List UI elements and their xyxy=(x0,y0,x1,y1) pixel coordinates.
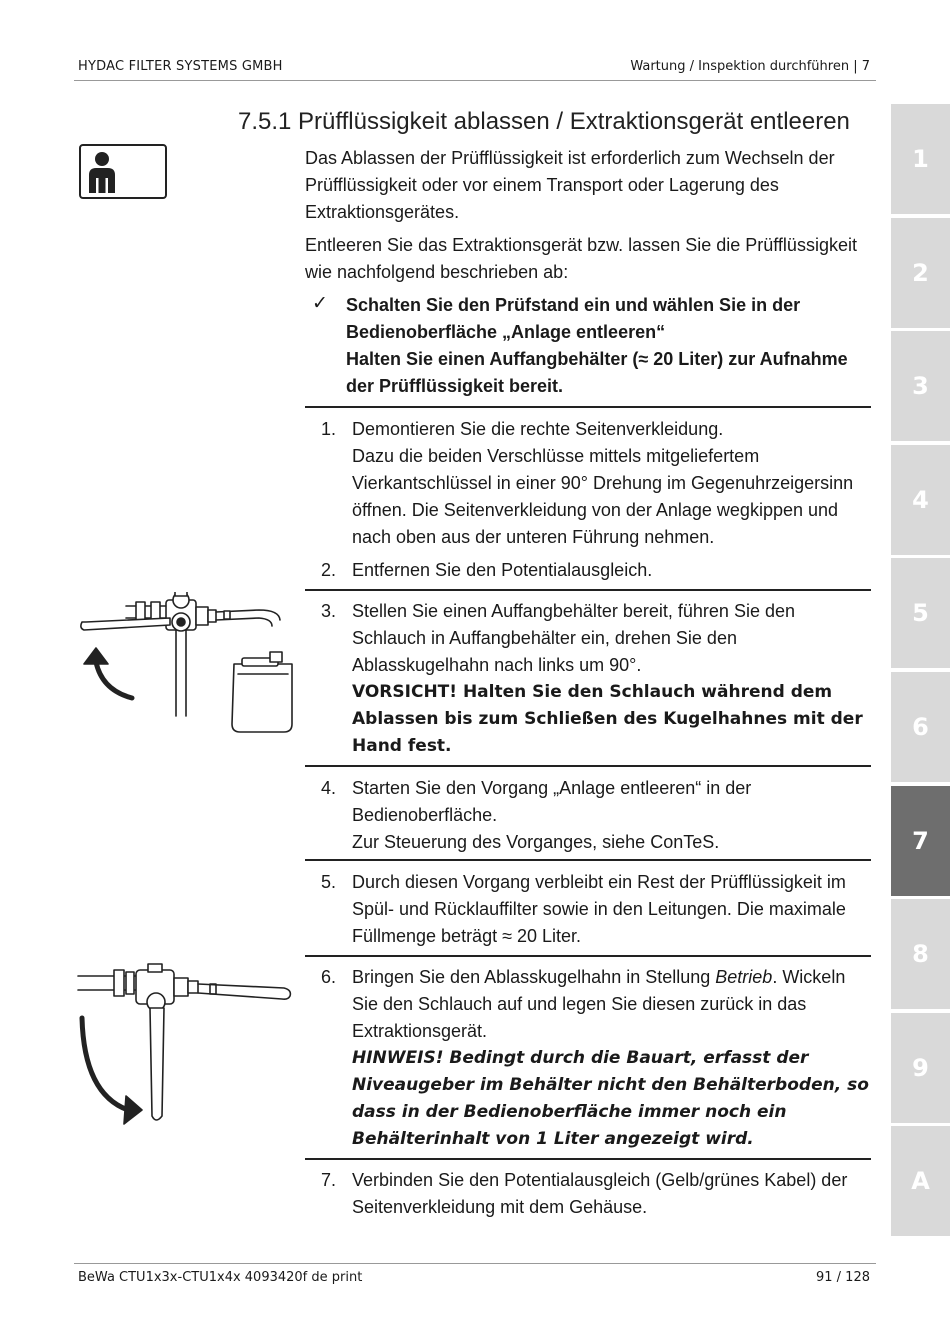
step-text-italic: Betrieb xyxy=(715,967,773,987)
step-text: Entfernen Sie den Potentialausgleich. xyxy=(352,560,653,580)
footer-divider xyxy=(74,1263,876,1264)
step-text-part: . Wickeln Sie den Schlauch auf und legen Sie diesen zurück in das Extraktionsgerät. xyxy=(352,967,846,1041)
checkmark-icon: ✓ xyxy=(312,293,328,314)
step-4 xyxy=(352,775,872,856)
footer-page-number: 91 / 128 xyxy=(816,1270,870,1285)
step-text: Stellen Sie einen Auffangbehälter bereit, führen Sie den Schlauch in Auffangbehälter ein, drehen Sie den Ablasskugelhahn nach links um 90°. xyxy=(352,601,795,675)
step-detail: Dazu die beiden Verschlüsse mittels mitgeliefertem Vierkantschlüssel in einer 90° Drehung im Gegenuhrzeigersinn öffnen. Die Seitenverkleidung von der Anlage wegkippen und nach oben aus der unteren Führung nehmen. xyxy=(352,446,854,547)
chapter-tab-3[interactable]: 3 xyxy=(891,331,950,441)
chapter-tab-a[interactable]: A xyxy=(891,1126,950,1236)
header-company: HYDAC FILTER SYSTEMS GMBH xyxy=(78,59,283,74)
chapter-tab-4[interactable]: 4 xyxy=(891,445,950,555)
step-text: Durch diesen Vorgang verbleibt ein Rest der Prüfflüssigkeit im Spül- und Rücklauffilter sowie in den Leitungen. Die maximale Füllmenge beträgt ≈ 20 Liter. xyxy=(352,872,846,946)
chapter-tab-7[interactable]: 7 xyxy=(891,786,950,896)
step-divider xyxy=(305,406,871,408)
header-chapter: Wartung / Inspektion durchführen | 7 xyxy=(630,59,870,74)
step-5 xyxy=(352,869,872,950)
step-text xyxy=(352,964,872,1045)
footer-document: BeWa CTU1x3x-CTU1x4x 4093420f de print xyxy=(78,1270,363,1285)
chapter-tab-6[interactable]: 6 xyxy=(891,672,950,782)
step-divider xyxy=(305,765,871,767)
step-divider xyxy=(305,859,871,861)
step-number: 7. xyxy=(321,1170,337,1190)
drain-valve-canister-illustration xyxy=(74,592,294,739)
intro-paragraph: Das Ablassen der Prüfflüssigkeit ist erforderlich zum Wechseln der Prüfflüssigkeit oder vor einem Transport oder Lagerung des Extraktionsgerätes. xyxy=(305,148,835,222)
step-divider xyxy=(305,589,871,591)
chapter-tab-9[interactable]: 9 xyxy=(891,1013,950,1123)
step-text-part: Bringen Sie den Ablasskugelhahn in Stellung xyxy=(352,967,716,987)
person-icon xyxy=(79,144,167,199)
step-detail: Zur Steuerung des Vorganges, siehe ConTeS. xyxy=(352,832,720,852)
chapter-tab-1[interactable]: 1 xyxy=(891,104,950,214)
section-title: 7.5.1 Prüfflüssigkeit ablassen / Extraktionsgerät entleeren xyxy=(238,108,850,135)
step-7 xyxy=(352,1167,872,1221)
intro-paragraph: Entleeren Sie das Extraktionsgerät bzw. lassen Sie die Prüfflüssigkeit wie nachfolgend beschrieben ab: xyxy=(305,235,857,282)
chapter-tab-8[interactable]: 8 xyxy=(891,899,950,1009)
prerequisite-text xyxy=(346,292,871,400)
step-text: Verbinden Sie den Potentialausgleich (Gelb/grünes Kabel) der Seitenverkleidung mit dem Gehäuse. xyxy=(352,1170,848,1217)
header-divider xyxy=(74,80,876,81)
step-3 xyxy=(352,598,872,760)
step-number: 2. xyxy=(321,560,337,580)
prerequisite-line: Schalten Sie den Prüfstand ein und wählen Sie in der Bedienoberfläche „Anlage entleeren“ xyxy=(346,295,801,342)
step-1 xyxy=(352,416,872,551)
step-number: 5. xyxy=(321,872,337,892)
chapter-tab-2[interactable]: 2 xyxy=(891,218,950,328)
step-number: 4. xyxy=(321,778,337,798)
valve-operation-position-illustration xyxy=(74,958,294,1145)
step-number: 1. xyxy=(321,419,337,439)
notice-hint: HINWEIS! Bedingt durch die Bauart, erfasst der Niveaugeber im Behälter nicht den Behälterboden, so dass in der Bedienoberfläche immer noch ein Behälterinhalt von 1 Liter angezeigt wird. xyxy=(352,1048,869,1149)
chapter-tab-5[interactable]: 5 xyxy=(891,558,950,668)
step-divider xyxy=(305,955,871,957)
step-number: 3. xyxy=(321,601,337,621)
caution-warning: VORSICHT! Halten Sie den Schlauch während dem Ablassen bis zum Schließen des Kugelhahnes mit der Hand fest. xyxy=(352,682,863,756)
step-6 xyxy=(352,964,872,1153)
step-number: 6. xyxy=(321,967,337,987)
chapter-tabs xyxy=(891,104,950,1240)
step-text: Starten Sie den Vorgang „Anlage entleeren“ in der Bedienoberfläche. xyxy=(352,778,752,825)
step-text: Demontieren Sie die rechte Seitenverkleidung. xyxy=(352,419,724,439)
prerequisite-line: Halten Sie einen Auffangbehälter (≈ 20 Liter) zur Aufnahme der Prüfflüssigkeit bereit. xyxy=(346,349,848,396)
step-divider xyxy=(305,1158,871,1160)
step-2 xyxy=(352,557,872,584)
